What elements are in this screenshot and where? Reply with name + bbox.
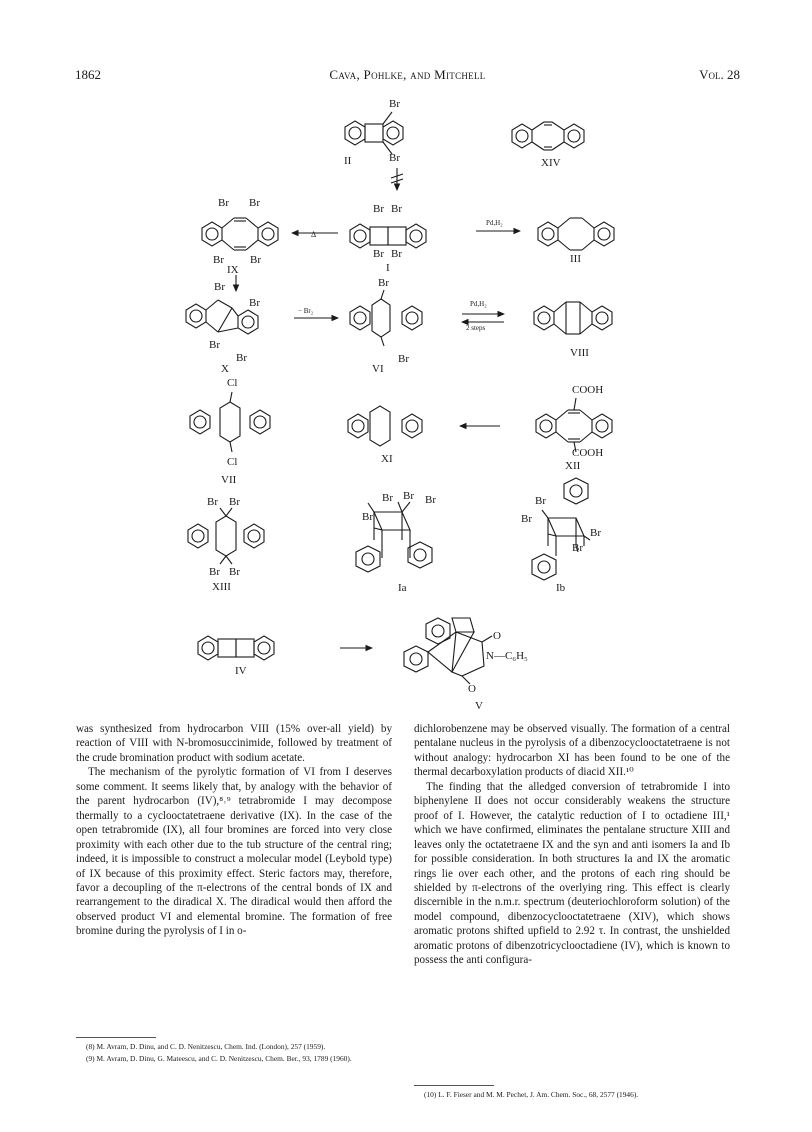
- label-xiv: XIV: [541, 157, 561, 169]
- atom-o-v-top: O: [493, 630, 501, 642]
- label-iii: III: [570, 253, 581, 265]
- atom-br-ix-2: Br: [249, 197, 260, 209]
- label-iv: IV: [235, 665, 247, 677]
- atom-n-ph-v: N—C₆H₅: [486, 650, 528, 662]
- atom-br-ia-3: Br: [425, 494, 436, 506]
- footnote-rule-right: [414, 1085, 494, 1086]
- atom-o-v-bottom: O: [468, 683, 476, 695]
- atom-br-x-3: Br: [209, 339, 220, 351]
- atom-br-ii-bottom: Br: [389, 152, 400, 164]
- label-vi: VI: [372, 363, 384, 375]
- right-paragraph-2: The finding that the alledged conversion of tetrabromide I into biphenylene II does not occur considerably weakens the structure proof of I. However, the catalytic reduction of I to octadiene III,¹ which we have confirmed, eliminates the pentalane structure XIII and leaves only the octatetraene IX and the syn and anti isomers Ia and Ib for possible consideration. In both structures Ia and IX the aromatic rings lie over each other, and the protons of each ring should be shielded by π-electrons of the overlying ring. This effect is clearly discernible in the n.m.r. spectrum (deuteriochloroform solution) of the model compound, dibenzocyclooctatetraene (XIV), which shows aromatic protons shifted upfield to 2.92 τ. In contrast, the unshielded aromatic protons of dibenzotricyclooctadiene (IV), which is known to possess the anti configura-: [414, 780, 730, 967]
- footnote-8: (8) M. Avram, D. Dinu, and C. D. Nenitzescu, Chem. Ind. (London), 257 (1959).: [86, 1042, 326, 1051]
- label-xii: XII: [565, 460, 581, 472]
- atom-br-i-4: Br: [391, 248, 402, 260]
- right-column: [414, 722, 730, 968]
- reagent-two-steps: 2 steps: [466, 324, 486, 332]
- footnote-9: (9) M. Avram, D. Dinu, G. Mateescu, and C. D. Nenitzescu, Chem. Ber., 93, 1789 (1960).: [86, 1054, 352, 1063]
- atom-br-ib-2: Br: [521, 513, 532, 525]
- left-paragraph-2: The mechanism of the pyrolytic formation of VI from I deserves some comment. It seems likely that, by analogy with the behavior of the parent hydrocarbon (IV),⁸˒⁹ tetrabromide I may decompose thermally to a cyclooctatetraene derivative (IX). In the case of the open tetrabromide (IX), all four bromines are forced into very close proximity with each other due to the tub structure of the central ring; indeed, it is impossible to construct a molecular model (Leybold type) of IX because of this proximity effect. Steric factors may, therefore, favor a decoupling of the π-electrons of the central bonds of IX and rearrangement to the diradical X. The diradical would then afford the observed product VI and elemental bromine. The formation of free bromine during the pyrolysis of I in o-: [76, 766, 392, 938]
- label-vii: VII: [221, 474, 237, 486]
- right-paragraph-1: dichlorobenzene may be observed visually. The formation of a central pentalane nucleus in the pyrolysis of a dibenzocyclooctatetraene is not without analogy: hydrocarbon XI has been found to be one of the thermal decarboxylation products of diacid XII.¹⁰: [414, 723, 730, 779]
- atom-br-xiii-2: Br: [229, 496, 240, 508]
- volume-label: Vol. 28: [699, 67, 740, 82]
- label-xi: XI: [381, 453, 393, 465]
- left-column: [76, 722, 392, 939]
- footnotes-right: [414, 1090, 732, 1102]
- atom-cooh-xii-top: COOH: [572, 384, 604, 396]
- atom-br-ia-1: Br: [382, 492, 393, 504]
- reagent-pd-h2-top: Pd,H₂: [486, 219, 503, 227]
- atom-br-x-1: Br: [214, 281, 225, 293]
- label-ib: Ib: [556, 582, 566, 594]
- label-x: X: [221, 363, 229, 375]
- label-viii: VIII: [570, 347, 589, 359]
- page-number: 1862: [75, 67, 101, 82]
- reagent-pd-h2-mid: Pd,H₂: [470, 300, 487, 308]
- label-ia: Ia: [398, 582, 407, 594]
- atom-br-vi-top: Br: [378, 277, 389, 289]
- atom-cl-vii-top: Cl: [227, 377, 238, 389]
- left-paragraph-1: was synthesized from hydrocarbon VIII (15% over-all yield) by reaction of VIII with N-bromosuccinimide, followed by treatment of the crude bromination product with sodium acetate.: [76, 723, 392, 764]
- label-ix: IX: [227, 264, 239, 276]
- atom-br-ib-3: Br: [590, 527, 601, 539]
- label-v: V: [475, 700, 483, 712]
- label-xiii: XIII: [212, 581, 231, 593]
- atom-br-x-4: Br: [236, 352, 247, 364]
- atom-br-i-2: Br: [391, 203, 402, 215]
- label-ii: II: [344, 155, 352, 167]
- atom-br-i-1: Br: [373, 203, 384, 215]
- atom-br-ix-3: Br: [213, 254, 224, 266]
- atom-br-ix-1: Br: [218, 197, 229, 209]
- atom-cl-vii-bottom: Cl: [227, 456, 238, 468]
- footnote-10: (10) L. F. Fieser and M. M. Pechet, J. Am. Chem. Soc., 68, 2577 (1946).: [424, 1090, 639, 1099]
- atom-br-xiii-3: Br: [209, 566, 220, 578]
- atom-br-x-2: Br: [249, 297, 260, 309]
- atom-br-xiii-4: Br: [229, 566, 240, 578]
- footnotes-left: [76, 1042, 392, 1066]
- atom-br-ix-4: Br: [250, 254, 261, 266]
- atom-br-i-3: Br: [373, 248, 384, 260]
- atom-br-ib-4: Br: [572, 542, 583, 554]
- atom-br-xiii-1: Br: [207, 496, 218, 508]
- running-head-authors: Cava, Pohlke, and Mitchell: [329, 67, 486, 82]
- atom-br-vi-bottom: Br: [398, 353, 409, 365]
- footnote-rule-left: [76, 1037, 156, 1038]
- reagent-minus-br2: − Br₂: [298, 307, 314, 315]
- atom-br-ii-top: Br: [389, 98, 400, 110]
- atom-cooh-xii-bottom: COOH: [572, 447, 604, 459]
- atom-br-ib-1: Br: [535, 495, 546, 507]
- label-i: I: [386, 262, 390, 274]
- reagent-heat: Δ: [311, 230, 317, 239]
- atom-br-ia-4: Br: [362, 511, 373, 523]
- atom-br-ia-2: Br: [403, 490, 414, 502]
